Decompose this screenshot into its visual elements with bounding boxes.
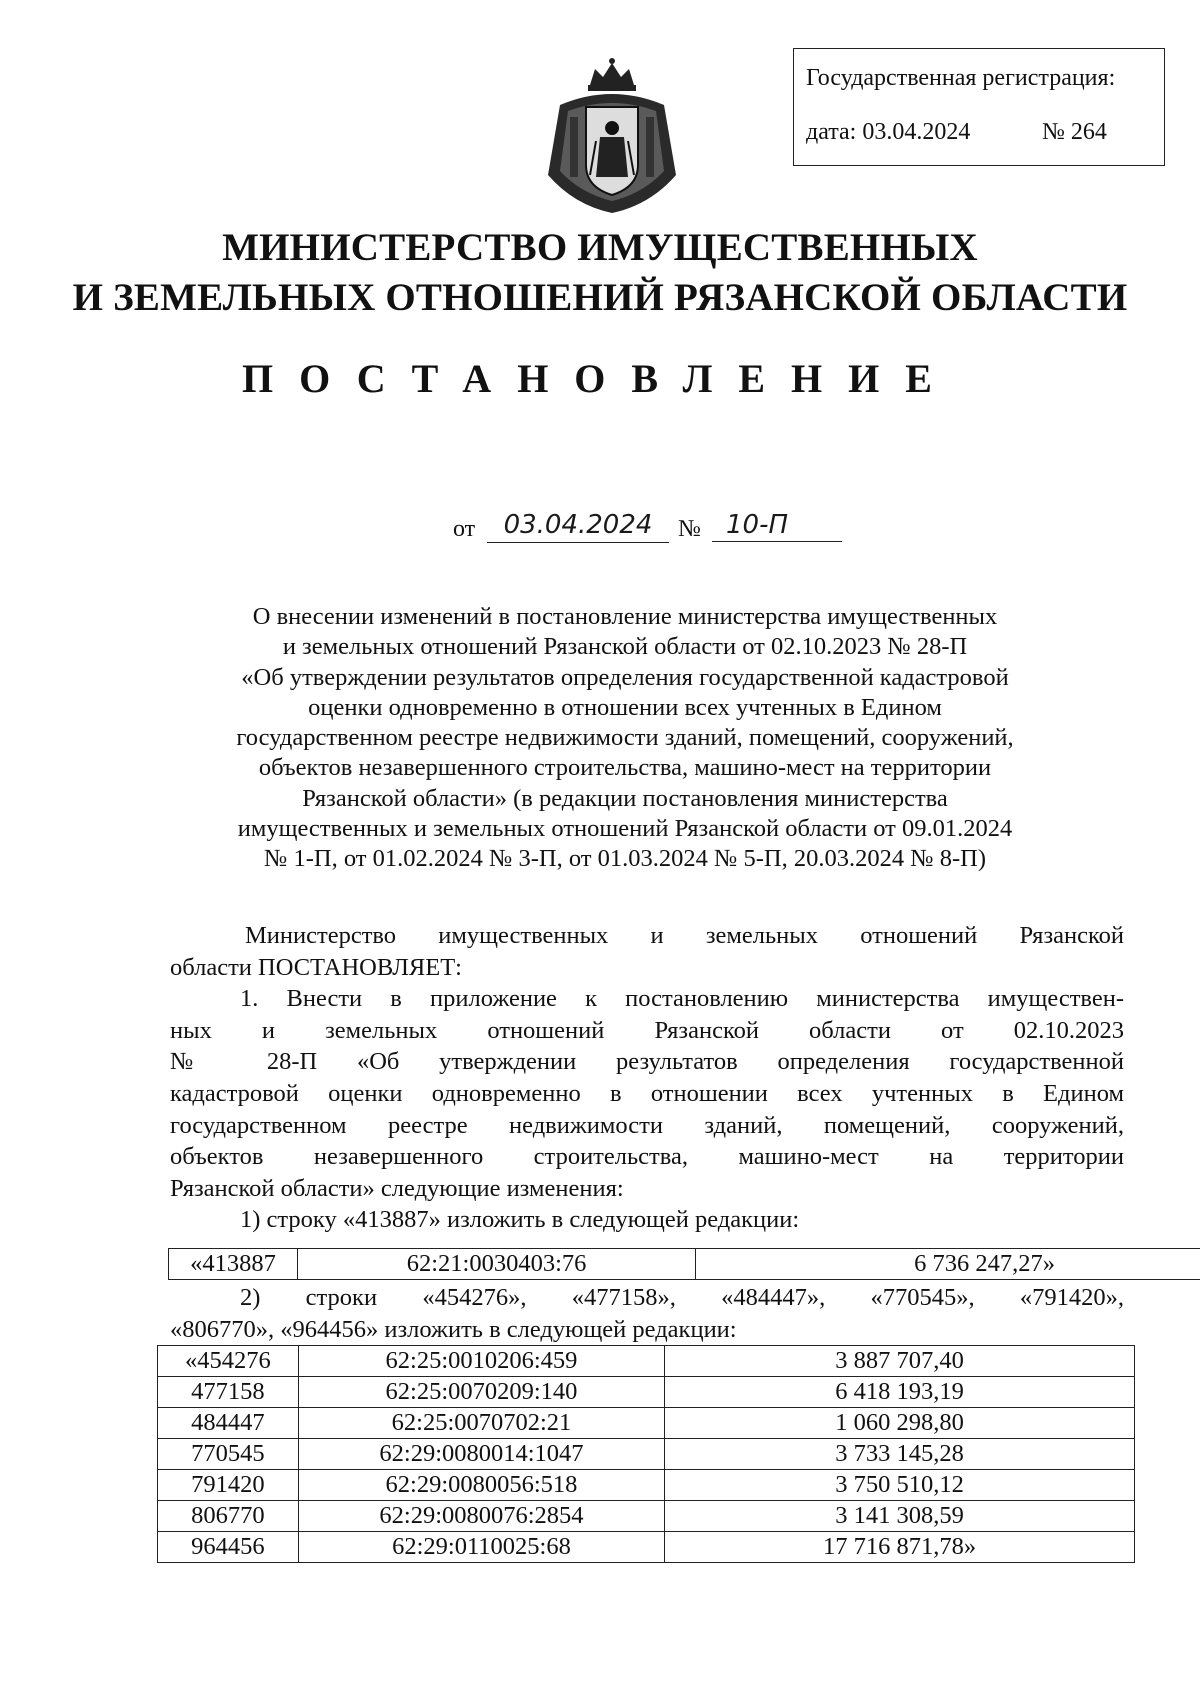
table-cell-value: 1 060 298,80 <box>665 1408 1135 1439</box>
subitem-1: 1) строку «413887» изложить в следующей редакции: <box>240 1206 800 1234</box>
table-cell-value: 6 418 193,19 <box>665 1377 1135 1408</box>
item1-line: № 28-П «Об утверждении результатов определения государственной <box>170 1048 1124 1076</box>
table-cell-id: 477158 <box>158 1377 299 1408</box>
table-cell-id: 484447 <box>158 1408 299 1439</box>
table-cell-cadastral: 62:29:0080014:1047 <box>298 1439 664 1470</box>
document-dateline <box>0 510 1200 550</box>
decree-body <box>170 920 1124 1236</box>
title-line: имущественных и земельных отношений Рязанской области от 09.01.2024 <box>237 815 1013 843</box>
dateline-number-label: № <box>678 516 701 542</box>
coat-of-arms-emblem <box>540 55 685 215</box>
item1-line: объектов незавершенного строительства, машино-мест на территории <box>170 1143 1124 1171</box>
table-cell-cadastral: 62:29:0080056:518 <box>298 1470 664 1501</box>
table-cell-cadastral: 62:29:0080076:2854 <box>298 1501 664 1532</box>
registration-number: № 264 <box>1042 119 1107 145</box>
table-cell-id: 770545 <box>158 1439 299 1470</box>
subitem-2-line: 2) строки «454276», «477158», «484447», «770545», «791420», <box>240 1284 1124 1311</box>
item1-line: 1. Внести в приложение к постановлению министерства имуществен- <box>240 985 1124 1013</box>
subitem-2-line: «806770», «964456» изложить в следующей редакции: <box>170 1315 737 1343</box>
table-cell-id: «413887 <box>169 1249 298 1280</box>
table-row <box>158 1532 1135 1563</box>
dateline-date: 03.04.2024 <box>487 510 669 543</box>
table-row <box>158 1408 1135 1439</box>
document-title <box>150 602 1100 875</box>
table-cell-value: 6 736 247,27» <box>696 1249 1200 1280</box>
table-row <box>158 1346 1135 1377</box>
registration-stamp <box>793 48 1165 166</box>
table-cell-value: 17 716 871,78» <box>665 1532 1135 1563</box>
registration-title: Государственная регистрация: <box>806 65 1116 91</box>
table-row <box>158 1377 1135 1408</box>
table-cell-cadastral: 62:25:0010206:459 <box>298 1346 664 1377</box>
table-cell-id: 964456 <box>158 1532 299 1563</box>
ministry-name-line2: И ЗЕМЕЛЬНЫХ ОТНОШЕНИЙ РЯЗАНСКОЙ ОБЛАСТИ <box>72 276 1128 319</box>
item1-line: кадастровой оценки одновременно в отношении всех учтенных в Едином <box>170 1079 1124 1107</box>
dateline-from-label: от <box>453 516 476 542</box>
item1-line: государственном реестре недвижимости зданий, помещений, сооружений, <box>170 1111 1124 1139</box>
table-cell-cadastral: 62:21:0030403:76 <box>297 1249 695 1280</box>
title-line: объектов незавершенного строительства, машино-мест на территории <box>258 754 992 782</box>
title-line: и земельных отношений Рязанской области от 02.10.2023 № 28-П <box>282 633 968 661</box>
title-line: государственном реестре недвижимости зданий, помещений, сооружений, <box>236 724 1014 752</box>
registration-date: дата: 03.04.2024 <box>806 119 971 145</box>
table-cell-cadastral: 62:29:0110025:68 <box>298 1532 664 1563</box>
title-line: «Об утверждении результатов определения государственной кадастровой <box>241 663 1009 691</box>
item1-line: ных и земельных отношений Рязанской области от 02.10.2023 <box>170 1016 1124 1044</box>
table-cell-id: «454276 <box>158 1346 299 1377</box>
table-cell-id: 791420 <box>158 1470 299 1501</box>
table-row <box>169 1249 1200 1280</box>
title-line: О внесении изменений в постановление министерства имущественных <box>252 603 998 630</box>
table-cell-id: 806770 <box>158 1501 299 1532</box>
title-line: № 1-П, от 01.02.2024 № 3-П, от 01.03.2024 № 5-П, 20.03.2024 № 8-П) <box>264 845 986 873</box>
body-paragraph-line: области ПОСТАНОВЛЯЕТ: <box>170 953 462 981</box>
changes-table <box>157 1345 1135 1563</box>
table-cell-cadastral: 62:25:0070209:140 <box>298 1377 664 1408</box>
item1-line: Рязанской области» следующие изменения: <box>170 1174 624 1202</box>
table-row-413887 <box>168 1248 1200 1280</box>
ministry-name-line1: МИНИСТЕРСТВО ИМУЩЕСТВЕННЫХ <box>222 226 978 269</box>
table-row <box>158 1470 1135 1501</box>
title-line: оценки одновременно в отношении всех учтенных в Едином <box>308 693 942 721</box>
table-cell-value: 3 750 510,12 <box>665 1470 1135 1501</box>
table-cell-value: 3 887 707,40 <box>665 1346 1135 1377</box>
subitem-2 <box>170 1282 1124 1345</box>
table-cell-cadastral: 62:25:0070702:21 <box>298 1408 664 1439</box>
body-paragraph-line: Министерство имущественных и земельных отношений Рязанской <box>245 922 1124 949</box>
title-line: Рязанской области» (в редакции постановления министерства <box>302 784 948 812</box>
table-row <box>158 1439 1135 1470</box>
table-row <box>158 1501 1135 1532</box>
dateline-number: 10-П <box>712 510 842 542</box>
table-cell-value: 3 141 308,59 <box>665 1501 1135 1532</box>
document-type-heading: ПОСТАНОВЛЕНИЕ <box>242 356 958 401</box>
table-cell-value: 3 733 145,28 <box>665 1439 1135 1470</box>
